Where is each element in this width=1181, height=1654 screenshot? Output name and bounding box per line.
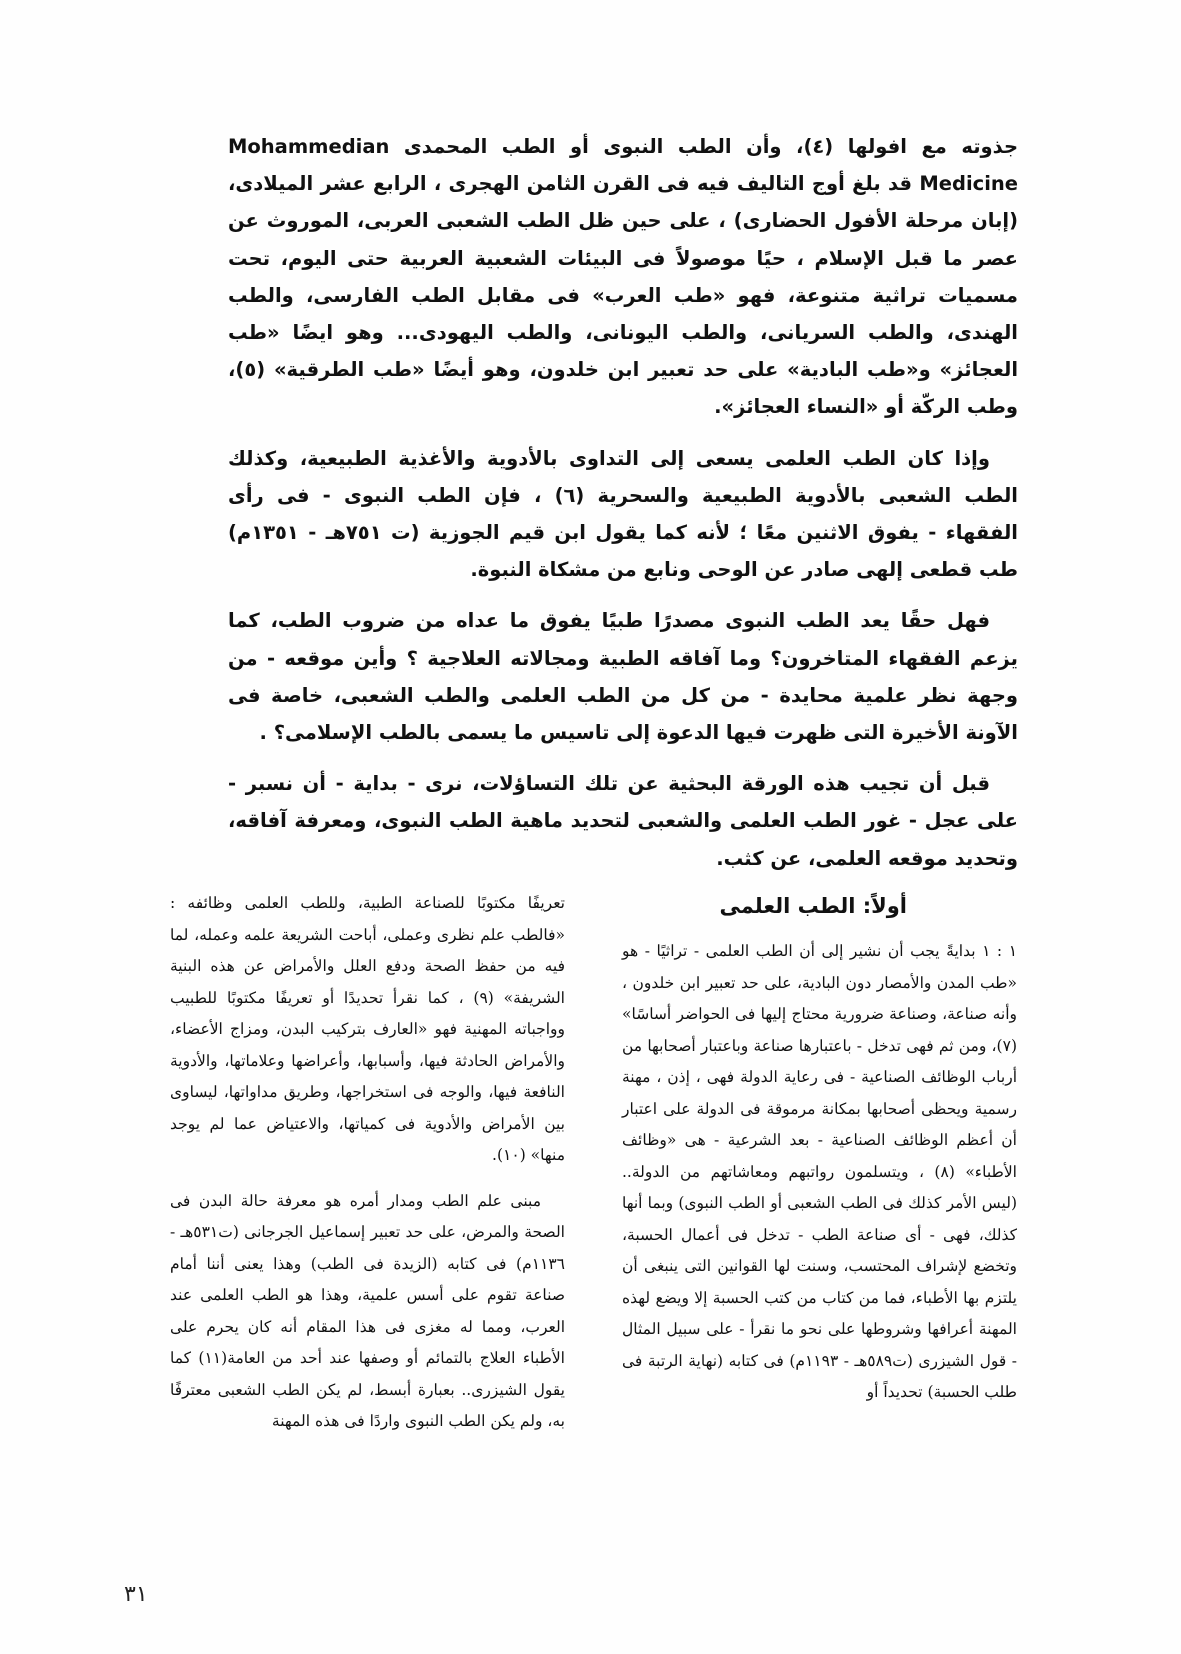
- right-column: [622, 888, 1017, 1423]
- paragraph: تعريفًا مكتوبًا للصناعة الطبية، وللطب العلمى وظائفه : «فالطب علم نظرى وعملى، أباحت الشريعة علمه وعمله، لما فيه من حفظ الصحة ودفع العلل والأمراض عن هذه البنية الشريفة» (٩) ، كما نقرأ تحديدًا أو تعريفًا مكتوبًا للطبيب وواجباته المهنية فهو «العارف بتركيب البدن، ومزاج الأعضاء، والأمراض الحادثة فيها، وأسبابها، وأعراضها وعلاماتها، والأدوية النافعة فيها، والوجه فى استخراجها، وطريق مداواتها، ليساوى بين الأمراض والأدوية فى كمياتها، والاعتياض عما لم يوجد منها» (١٠).: [170, 894, 565, 1164]
- paragraph: جذوته مع افولها (٤)، وأن الطب النبوى أو الطب المحمدى Mohammedian Medicine قد بلغ أوج التاليف فيه فى القرن الثامن الهجرى ، الرابع عشر الميلادى، (إبان مرحلة الأفول الحضارى) ، على حين ظل الطب الشعبى العربى، الموروث عن عصر ما قبل الإسلام ، حيًا موصولاً فى البيئات الشعبية العربية حتى اليوم، تحت مسميات تراثية متنوعة، فهو «طب العرب» فى مقابل الطب الفارسى، والطب الهندى، والطب السريانى، والطب اليونانى، والطب اليهودى... وهو ايضًا «طب العجائز» و«طب البادية» على حد تعبير ابن خلدون، وهو أيضًا «طب الطرقية» (٥)، وطب الركّة أو «النساء العجائز».: [228, 135, 1018, 419]
- page-number: ٣١: [124, 1582, 148, 1607]
- paragraph: فهل حقًا يعد الطب النبوى مصدرًا طبيًا يفوق ما عداه من ضروب الطب، كما يزعم الفقهاء المتاخرون؟ وما آفاقه الطبية ومجالاته العلاجية ؟ وأين موقعه - من وجهة نظر علمية محايدة - من كل من الطب العلمى والطب الشعبى، خاصة فى الآونة الأخيرة التى ظهرت فيها الدعوة إلى تاسيس ما يسمى بالطب الإسلامى؟ .: [228, 609, 1018, 745]
- paragraph: ١ : ١ بدايةً يجب أن نشير إلى أن الطب العلمى - تراثيًا - هو «طب المدن والأمصار دون البادية، على حد تعبير ابن خلدون ، وأنه صناعة، وصناعة ضرورية محتاج إليها فى الحواضر أساسًا» (٧)، ومن ثم فهى تدخل - باعتبارها صناعة وباعتبار أصحابها من أرباب الوظائف الصناعية - فى رعاية الدولة فهى ، إذن ، مهنة رسمية ويحظى أصحابها بمكانة مرموقة فى الدولة على اعتبار أن أعظم الوظائف الصناعية - بعد الشرعية - هى «وظائف الأطباء» (٨) ، ويتسلمون رواتبهم ومعاشاتهم من الدولة.. (ليس الأمر كذلك فى الطب الشعبى أو الطب النبوى) وبما أنها كذلك، فهى - أى صناعة الطب - تدخل فى أعمال الحسبة، وتخضع لإشراف المحتسب، وسنت لها القوانين التى ينبغى أن يلتزم بها الأطباء، فما من كتاب من كتب الحسبة إلا ويضع لهذه المهنة أعرافها وشروطها على نحو ما نقرأ - على سبيل المثال - قول الشيزرى (ت٥٨٩هـ - ١١٩٣م) فى كتابه (نهاية الرتبة فى طلب الحسبة) تحديداً أو: [622, 942, 1018, 1401]
- paragraph: وإذا كان الطب العلمى يسعى إلى التداوى بالأدوية والأغذية الطبيعية، وكذلك الطب الشعبى بالأدوية الطبيعية والسحرية (٦) ، فإن الطب النبوى - فى رأى الفقهاء - يفوق الاثنين معًا ؛ لأنه كما يقول ابن قيم الجوزية (ت ٧٥١هـ - ١٣٥١م) طب قطعى إلهى صادر عن الوحى ونابع من مشكاة النبوة.: [228, 446, 1018, 582]
- left-column: [170, 888, 565, 1452]
- paragraph: قبل أن تجيب هذه الورقة البحثية عن تلك التساؤلات، نرى - بداية - أن نسبر - على عجل - غور الطب العلمى والشعبى لتحديد ماهية الطب النبوى، ومعرفة آفاقه، وتحديد موقعه العلمى، عن كثب.: [228, 772, 1018, 870]
- section-heading: أولاً: الطب العلمى: [719, 894, 907, 918]
- main-text-block: [228, 128, 1018, 891]
- paragraph: مبنى علم الطب ومدار أمره هو معرفة حالة البدن فى الصحة والمرض، على حد تعبير إسماعيل الجرجانى (ت٥٣١هـ - ١١٣٦م) فى كتابه (الزيدة فى الطب) وهذا يعنى أننا أمام صناعة تقوم على أسس علمية، وهذا هو الطب العلمى عند العرب، ومما له مغزى فى هذا المقام أنه كان يحرم على الأطباء العلاج بالتمائم أو وصفها عند أحد من العامة(١١) كما يقول الشيزرى.. بعبارة أبسط، لم يكن الطب الشعبى معترفًا به، ولم يكن الطب النبوى واردًا فى هذه المهنة: [170, 1191, 565, 1430]
